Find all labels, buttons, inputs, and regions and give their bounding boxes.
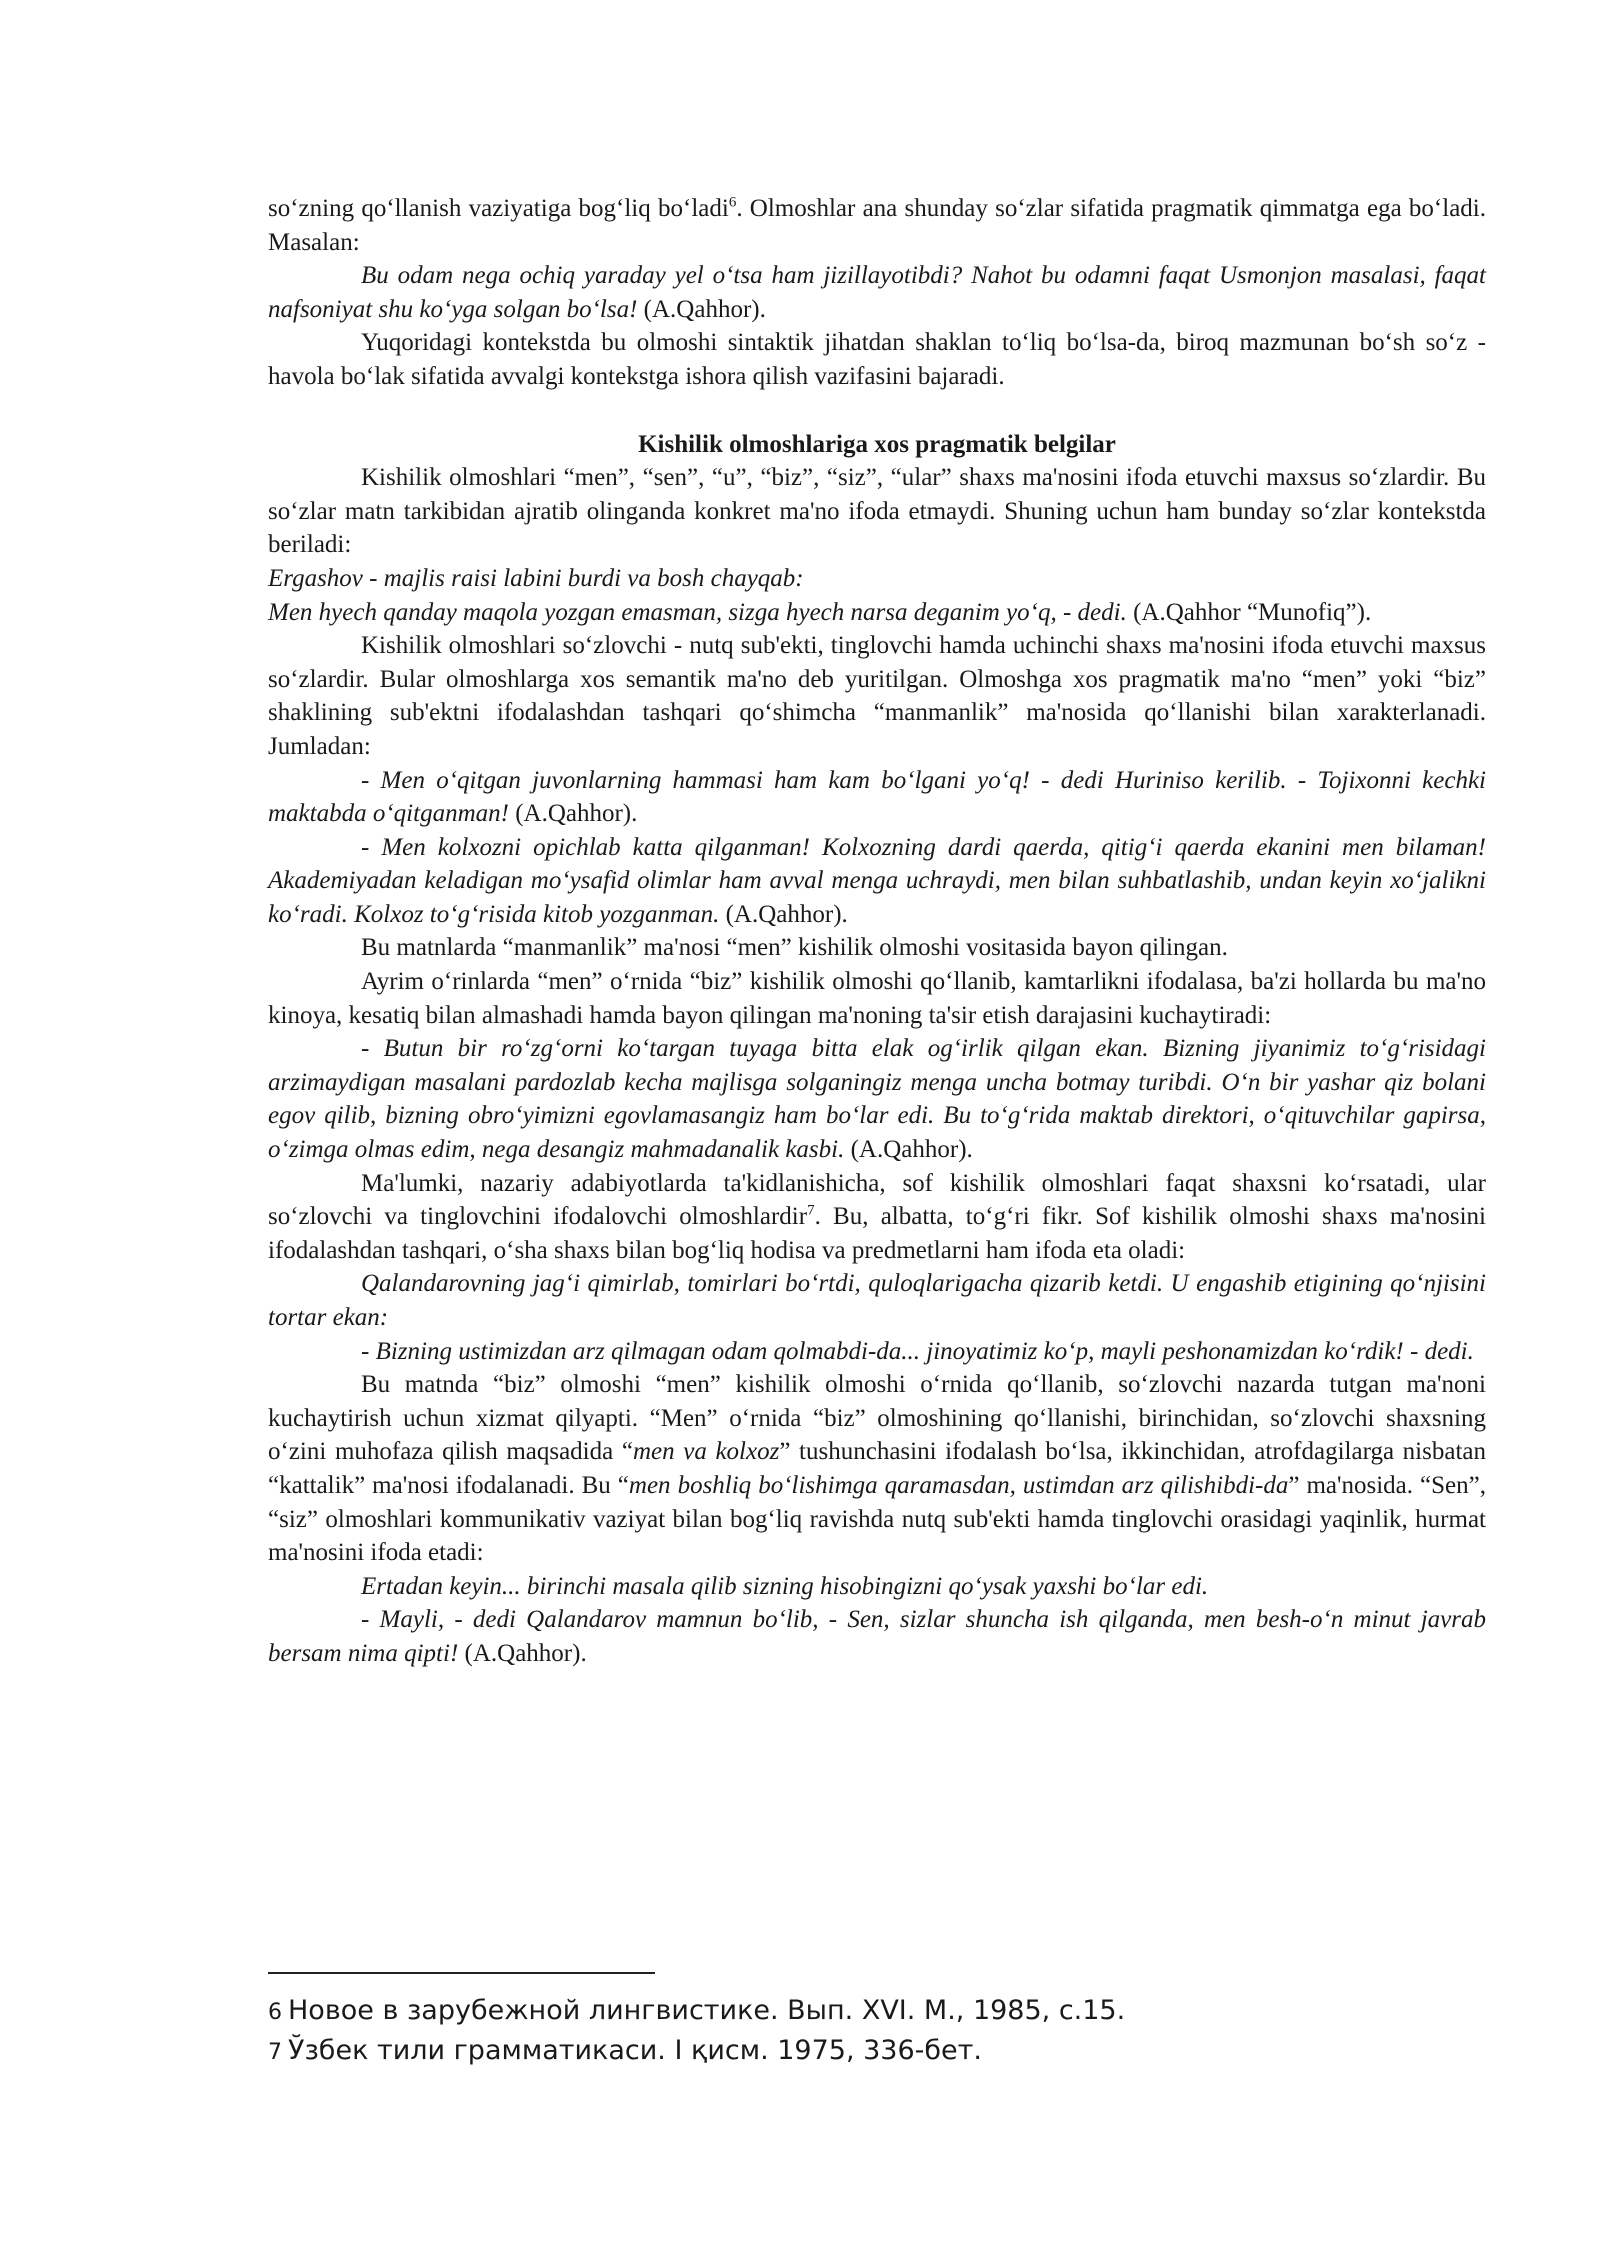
quote-paragraph: Qalandarovning jag‘i qimirlab, tomirlari bo‘rtdi, quloqlarigacha qizarib ketdi. U engashib etigining qo‘njisini tortar ekan: <box>268 1270 1486 1331</box>
quote-paragraph <box>268 596 1486 630</box>
footnote-text: Новое в зарубежной лингвистике. Вып. XVI. М., 1985, с.15. <box>288 1995 1126 2026</box>
paragraph: Ayrim o‘rinlarda “men” o‘rnida “biz” kishilik olmoshi qo‘llanib, kamtarlikni ifodalasa, ba'zi hollarda bu ma'no kinoya, kesatiq bilan almashadi hamda bayon qilingan ma'noning ta'sir etish darajasini kuchaytiradi: <box>268 968 1486 1029</box>
quote-text: Bu odam nega ochiq yaraday yel o‘tsa ham jizillayotibdi? Nahot bu odamni faqat Usmonjon masalasi, faqat nafsoniyat shu ko‘yga solgan bo‘lsa! <box>268 262 1486 323</box>
footnote-separator <box>268 1972 655 1974</box>
footnote <box>268 1992 1486 2032</box>
paragraph <box>268 1368 1486 1570</box>
citation: (A.Qahhor). <box>637 295 766 323</box>
footnote-ref[interactable]: 7 <box>807 1202 815 1219</box>
footnotes <box>268 1972 1486 2072</box>
citation: (A.Qahhor “Munofiq”). <box>1126 598 1372 626</box>
text: ” tushunchasini ifodalash bo‘lsa, ikkinchidan, atrofdagilarga nisbatan “kattalik” ma'nosi ifodalanadi. Bu “ <box>268 1438 1486 1499</box>
citation: (A.Qahhor). <box>719 900 848 928</box>
text: . Bu, albatta, to‘g‘ri fikr. Sof kishilik olmoshi shaxs ma'nosini ifodalashdan tashqari, o‘sha shaxs bilan bog‘liq hodisa va predmetlarni ham ifoda eta oladi: <box>268 1203 1486 1264</box>
citation: (A.Qahhor). <box>508 800 638 828</box>
emphasis: men boshliq bo‘lishimga qaramasdan, ustimdan arz qilishibdi-da <box>628 1471 1289 1499</box>
paragraph <box>268 192 1486 259</box>
text: . Olmoshlar ana shunday so‘zlar sifatida pragmatik qimmatga ega bo‘ladi. Masalan: <box>268 195 1486 256</box>
footnote <box>268 2032 1486 2072</box>
quote-paragraph: - Bizning ustimizdan arz qilmagan odam qolmabdi-da... jinoyatimiz ko‘p, mayli peshonamizdan ko‘rdik! - dedi. <box>361 1337 1474 1365</box>
citation: (A.Qahhor). <box>844 1136 973 1164</box>
page-body <box>268 192 1486 1671</box>
paragraph: Bu matnlarda “manmanlik” ma'nosi “men” kishilik olmoshi vositasida bayon qilingan. <box>361 934 1228 962</box>
quote-paragraph: Ergashov - majlis raisi labini burdi va bosh chayqab: <box>268 564 804 592</box>
footnote-text: Ўзбек тили грамматикаси. I қисм. 1975, 336-бет. <box>288 2035 982 2066</box>
citation: (A.Qahhor). <box>458 1639 587 1667</box>
quote-paragraph <box>268 1603 1486 1670</box>
footnote-number: 6 <box>268 2000 282 2025</box>
quote-paragraph <box>268 259 1486 326</box>
paragraph: Kishilik olmoshlari so‘zlovchi - nutq sub'ekti, tinglovchi hamda uchinchi shaxs ma'nosini ifoda etuvchi maxsus so‘zlardir. Bular olmoshlarga xos semantik ma'no deb yuritilgan. Olmoshga xos pragmatik ma'no “men” yoki “biz” shaklining sub'ektni ifodalashdan tashqari qo‘shimcha “manmanlik” ma'nosida qo‘llanishi bilan xarakterlanadi. Jumladan: <box>268 632 1486 760</box>
text: so‘zning qo‘llanish vaziyatiga bog‘liq bo‘ladi <box>268 195 729 222</box>
section-heading: Kishilik olmoshlariga xos pragmatik belgilar <box>638 430 1116 458</box>
quote-text: - Butun bir ro‘zg‘orni ko‘targan tuyaga bitta elak og‘irlik qilgan ekan. Bizning jiyanimiz to‘g‘risidagi arzimaydigan masalani pardozlab kecha majlisga solganingiz menga uncha botmay turibdi. O‘n bir yashar qiz bolani egov qilib, bizning obro‘yimizni egovlamasangiz ham bo‘lar edi. Bu to‘g‘rida maktab direktori, o‘qituvchilar gapirsa, o‘zimga olmas edim, nega desangiz mahmadanalik kasbi. <box>268 1035 1486 1164</box>
footnote-ref[interactable]: 6 <box>728 194 737 211</box>
text: Bu matnda “biz” olmoshi “men” kishilik olmoshi o‘rnida qo‘llanib, so‘zlovchi nazarda tutgan ma'noni kuchaytirish uchun xizmat qilyapti. “Men” o‘rnida “biz” olmoshining qo‘llanishi, birinchidan, so‘zlovchi shaxsning o‘zini muhofaza qilish maqsadida “ <box>268 1371 1486 1466</box>
quote-paragraph <box>268 764 1486 831</box>
paragraph: Kishilik olmoshlari “men”, “sen”, “u”, “biz”, “siz”, “ular” shaxs ma'nosini ifoda etuvchi maxsus so‘zlardir. Bu so‘zlar matn tarkibidan ajratib olinganda konkret ma'no ifoda etmaydi. Shuning uchun ham bunday so‘zlar kontekstda beriladi: <box>268 464 1486 559</box>
quote-paragraph <box>268 1032 1486 1166</box>
quote-text: Men hyech qanday maqola yozgan emasman, sizga hyech narsa deganim yo‘q, - dedi. <box>268 598 1127 626</box>
quote-paragraph <box>268 831 1486 932</box>
emphasis: men va kolxoz <box>632 1438 780 1466</box>
paragraph <box>268 1167 1486 1268</box>
quote-text: - Mayli, - dedi Qalandarov mamnun bo‘lib, - Sen, sizlar shuncha ish qilganda, men besh-o‘n minut javrab bersam nima qipti! <box>268 1606 1486 1667</box>
quote-text: - Men o‘qitgan juvonlarning hammasi ham kam bo‘lgani yo‘q! - dedi Huriniso kerilib. - Tojixonni kechki maktabda o‘qitganman! <box>268 766 1486 828</box>
footnote-number: 7 <box>268 2040 282 2065</box>
quote-paragraph: Ertadan keyin... birinchi masala qilib sizning hisobingizni qo‘ysak yaxshi bo‘lar edi. <box>361 1572 1209 1600</box>
text: ” ma'nosida. “Sen”, “siz” olmoshlari kommunikativ vaziyat bilan bog‘liq ravishda nutq sub'ekti hamda tinglovchi orasidagi yaqinlik, hurmat ma'nosini ifoda etadi: <box>268 1471 1486 1567</box>
text: Ma'lumki, nazariy adabiyotlarda ta'kidlanishicha, sof kishilik olmoshlari faqat shaxsni ko‘rsatadi, ular so‘zlovchi va tinglovchini ifodalovchi olmoshlardir <box>268 1169 1486 1231</box>
paragraph: Yuqoridagi kontekstda bu olmoshi sintaktik jihatdan shaklan to‘liq bo‘lsa-da, biroq mazmunan bo‘sh so‘z - havola bo‘lak sifatida avvalgi kontekstga ishora qilish vazifasini bajaradi. <box>268 329 1486 390</box>
quote-text: - Men kolxozni opichlab katta qilganman! Kolxozning dardi qaerda, qitig‘i qaerda ekanini men bilaman! Akademiyadan keladigan mo‘ysafid olimlar ham avval menga uchraydi, men bilan suhbatlashib, undan keyin xo‘jalikni ko‘radi. Kolxoz to‘g‘risida kitob yozganman. <box>268 833 1486 928</box>
